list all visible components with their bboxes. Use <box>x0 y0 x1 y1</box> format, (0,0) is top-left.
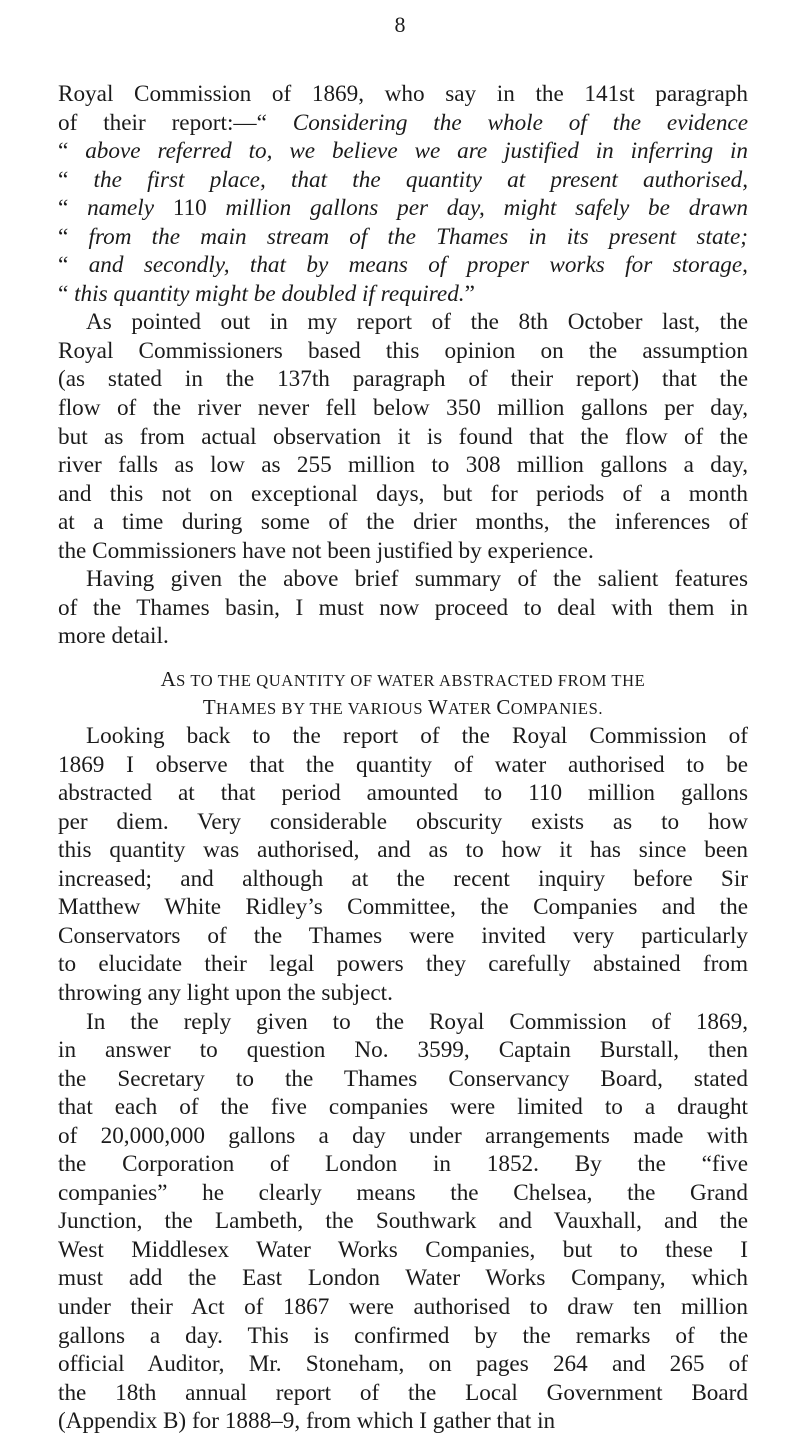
text-run: and secondly, that by means of proper works for storage, <box>88 252 748 279</box>
text-line <box>58 194 748 223</box>
text-run: Junction, the Lambeth, the Southwark and Vauxhall, and the <box>58 1208 748 1235</box>
text-line <box>58 480 748 509</box>
text-line <box>58 751 748 780</box>
text-run: million gallons per day, might safely be drawn <box>225 195 748 222</box>
text-run: at a time during some of the drier months, the inferences of <box>58 509 748 536</box>
section-heading <box>58 665 748 722</box>
text-run: W <box>427 695 449 720</box>
text-run: the first place, that the quantity at present authorised, <box>93 166 748 193</box>
text-run: and this not on exceptional days, but for periods of a month <box>58 480 748 507</box>
text-line <box>58 1322 748 1351</box>
text-run: “ <box>58 138 86 165</box>
text-run: of the Thames basin, I must now proceed to deal with them in <box>58 594 748 621</box>
text-run: 1869 I observe that the quantity of water authorised to be <box>58 751 748 778</box>
text-line <box>58 808 748 837</box>
text-run: (Appendix B) for 1888–9, from which I gather that in <box>58 1408 556 1435</box>
text-run: must add the East London Water Works Company, which <box>58 1265 748 1292</box>
text-run: from the main stream of the Thames in its present state; <box>88 223 748 250</box>
text-run: C <box>496 695 511 720</box>
text-run: the Secretary to the Thames Conservancy Board, stated <box>58 1065 748 1092</box>
text-run: West Middlesex Water Works Companies, but to these I <box>58 1236 748 1263</box>
text-run: ATER <box>448 699 497 719</box>
text-run: In the reply given to the Royal Commission of 1869, <box>86 1008 748 1035</box>
text-run: T <box>202 695 217 720</box>
text-line <box>58 1379 748 1408</box>
paragraph <box>58 565 748 651</box>
text-run: Considering the whole of the evidence <box>292 109 748 136</box>
text-line <box>58 308 748 337</box>
paragraph <box>58 308 748 565</box>
text-line <box>58 109 748 138</box>
text-run: increased; and although at the recent inquiry before Sir <box>58 865 748 892</box>
text-line <box>58 166 748 195</box>
text-run: river falls as low as 255 million to 308 million gallons a day, <box>58 452 748 479</box>
text-run: of their report:—“ <box>58 109 293 136</box>
text-run: “ <box>58 223 89 250</box>
text-line <box>58 950 748 979</box>
text-run: ” <box>464 280 475 307</box>
text-line <box>58 1350 748 1379</box>
text-run: “ <box>58 166 94 193</box>
text-run: official Auditor, Mr. Stoneham, on pages 264 and 265 of <box>58 1351 748 1378</box>
text-run: “ <box>58 195 88 222</box>
text-line <box>58 451 748 480</box>
text-run: throwing any light upon the subject. <box>58 979 393 1006</box>
heading-spacer <box>58 651 748 665</box>
text-run: Looking back to the report of the Royal Commission of <box>86 723 748 750</box>
paragraph <box>58 80 748 308</box>
text-run: OMPANIES. <box>510 699 604 719</box>
text-line <box>58 779 748 808</box>
text-line <box>58 251 748 280</box>
text-line <box>58 1122 748 1151</box>
text-run: this quantity was authorised, and as to how it has since been <box>58 837 748 864</box>
text-line <box>58 1207 748 1236</box>
text-line <box>58 1008 748 1037</box>
text-line <box>58 979 748 1008</box>
text-line <box>58 537 748 566</box>
text-line <box>58 1407 748 1436</box>
text-run: (as stated in the 137th paragraph of their report) that the <box>58 366 748 393</box>
text-line <box>58 223 748 252</box>
text-run: gallons a day. This is confirmed by the remarks of the <box>58 1322 748 1349</box>
text-run: As pointed out in my report of the 8th October last, the <box>86 309 748 336</box>
text-line <box>58 80 748 109</box>
text-line <box>58 893 748 922</box>
body-text <box>58 80 748 1436</box>
text-run: Having given the above brief summary of the salient features <box>86 566 748 593</box>
text-run: that each of the five companies were limited to a draught <box>58 1094 748 1121</box>
text-run: S TO THE QUANTITY OF WATER ABSTRACTED FROM THE <box>176 670 646 690</box>
text-run: the Corporation of London in 1852. By the “five <box>58 1151 748 1178</box>
text-line <box>58 337 748 366</box>
text-run: per diem. Very considerable obscurity exists as to how <box>58 808 748 835</box>
text-run: companies” he clearly means the Chelsea, the Grand <box>58 1179 748 1206</box>
text-run: to elucidate their legal powers they carefully abstained from <box>58 951 748 978</box>
text-line <box>58 1065 748 1094</box>
text-run: the Commissioners have not been justified by experience. <box>58 537 594 564</box>
paragraph <box>58 1008 748 1436</box>
text-line <box>58 1293 748 1322</box>
text-run: abstracted at that period amounted to 110 million gallons <box>58 780 748 807</box>
text-line <box>58 865 748 894</box>
text-line <box>58 622 748 651</box>
text-line <box>58 423 748 452</box>
text-run: under their Act of 1867 were authorised to draw ten million <box>58 1293 748 1320</box>
text-line <box>58 137 748 166</box>
text-line <box>58 836 748 865</box>
text-run: but as from actual observation it is found that the flow of the <box>58 423 748 450</box>
text-run: the 18th annual report of the Local Government Board <box>58 1379 748 1406</box>
text-run: above referred to, we believe we are justified in inferring in <box>85 138 748 165</box>
text-run: flow of the river never fell below 350 million gallons per day, <box>58 395 748 422</box>
text-line <box>58 565 748 594</box>
text-run: more detail. <box>58 623 169 650</box>
text-line <box>58 1264 748 1293</box>
text-run: 110 <box>154 195 226 222</box>
text-run: “ <box>58 252 89 279</box>
text-run: this quantity might be doubled if required. <box>74 280 465 307</box>
text-line <box>58 1093 748 1122</box>
text-line <box>58 365 748 394</box>
page-number: 8 <box>394 12 406 37</box>
heading-line <box>58 693 748 722</box>
text-line <box>58 1236 748 1265</box>
text-run: HAMES BY THE VARIOUS <box>216 699 428 719</box>
text-run: Conservators of the Thames were invited very particularly <box>58 922 748 949</box>
text-line <box>58 594 748 623</box>
text-run: Matthew White Ridley’s Committee, the Companies and the <box>58 894 748 921</box>
paragraph <box>58 722 748 1007</box>
text-line <box>58 1036 748 1065</box>
text-run: Royal Commission of 1869, who say in the 141st paragraph <box>58 81 748 107</box>
text-run: “ <box>58 280 75 307</box>
text-line <box>58 922 748 951</box>
text-run: in answer to question No. 3599, Captain Burstall, then <box>58 1037 748 1064</box>
heading-line <box>58 665 748 694</box>
text-line <box>58 722 748 751</box>
text-run: A <box>160 666 177 691</box>
text-line <box>58 394 748 423</box>
text-line <box>58 1150 748 1179</box>
text-line <box>58 508 748 537</box>
text-line <box>58 1179 748 1208</box>
text-line <box>58 280 748 309</box>
text-run: of 20,000,000 gallons a day under arrangements made with <box>58 1122 748 1149</box>
text-run: namely <box>87 195 155 222</box>
text-run: Royal Commissioners based this opinion on the assumption <box>58 337 748 364</box>
